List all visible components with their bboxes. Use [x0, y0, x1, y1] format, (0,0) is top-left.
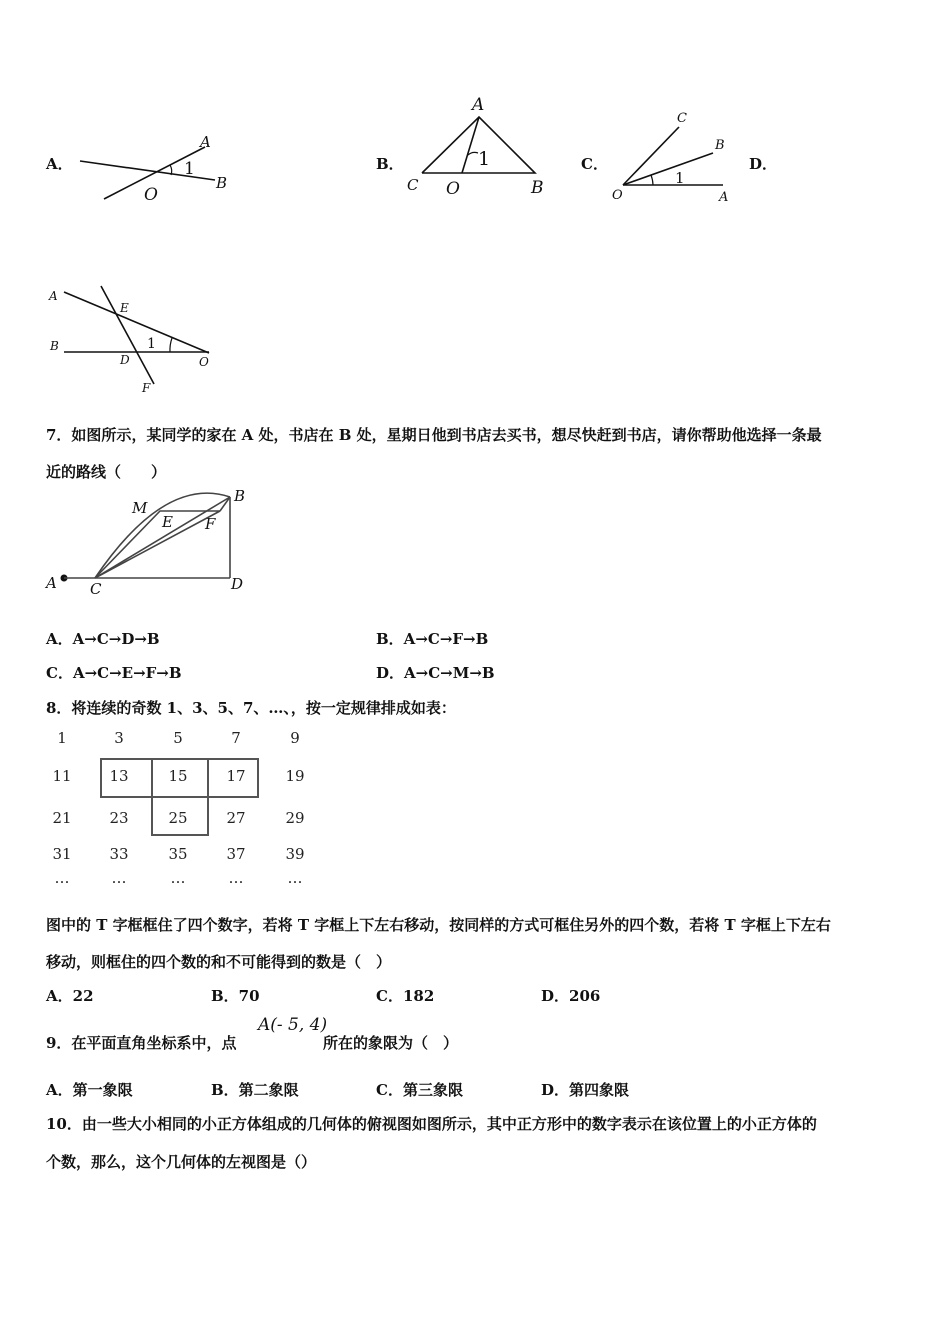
q7-stem-line1: 7．如图所示，某同学的家在 A 处，书店在 B 处，星期日他到书店去买书，想尽快赶到书店，请你帮助他选择一条最	[46, 426, 822, 444]
q9-option-d[interactable]: D．第四象限	[541, 1081, 630, 1099]
q8-stem-line3: 移动，则框住的四个数的和不可能得到的数是（ ）	[46, 953, 392, 971]
table-cell: 1	[57, 729, 67, 747]
q7-option-a[interactable]: A．A→C→D→B	[46, 630, 160, 648]
q6b-label-c: C	[407, 176, 419, 194]
q7-stem-line2: 近的路线（ ）	[46, 463, 167, 481]
q6d-label-d: D	[120, 353, 130, 367]
q8-option-d[interactable]: D．206	[541, 987, 601, 1005]
q6d-label-a: A	[49, 289, 58, 303]
q6b-label-angle: 1	[478, 148, 491, 170]
table-cell: 39	[285, 845, 305, 863]
q7-label-e: E	[162, 513, 173, 531]
table-cell: 25	[168, 809, 188, 827]
q9-point-formula: A(- 5, 4)	[258, 1015, 328, 1035]
table-cell: …	[287, 869, 303, 887]
table-cell: 3	[114, 729, 124, 747]
q6b-label-o: O	[446, 179, 460, 199]
q9-option-c[interactable]: C．第三象限	[376, 1081, 463, 1099]
q7-label-m: M	[132, 499, 148, 517]
t-frame-cell	[151, 796, 209, 836]
q6d-label-angle: 1	[147, 336, 156, 352]
q7-label-d: D	[231, 575, 244, 593]
q10-stem-line1: 10．由一些大小相同的小正方体组成的几何体的俯视图如图所示，其中正方形中的数字表示在该位置上的小正方体的	[46, 1115, 817, 1133]
q7-option-d[interactable]: D．A→C→M→B	[376, 664, 495, 682]
q6c-label-c: C	[677, 111, 687, 126]
q8-stem-line2: 图中的 T 字框框住了四个数字，若将 T 字框上下左右移动，按同样的方式可框住另外的四个数，若将 T 字框上下左右	[46, 916, 831, 934]
q8-option-a[interactable]: A．22	[46, 987, 94, 1005]
t-frame-cell	[151, 758, 209, 798]
q6c-label-b: B	[715, 138, 725, 153]
table-cell: 13	[109, 767, 129, 785]
q6d-label-e: E	[120, 301, 129, 315]
table-cell: …	[111, 869, 127, 887]
t-frame-cell	[100, 758, 153, 798]
q7-option-b[interactable]: B．A→C→F→B	[376, 630, 489, 648]
q6d-label-f: F	[142, 381, 151, 395]
q8-stem-line1: 8．将连续的奇数 1、3、5、7、…、，按一定规律排成如表：	[46, 699, 456, 717]
q7-option-c[interactable]: C．A→C→E→F→B	[46, 664, 182, 682]
q6a-label-angle: 1	[184, 159, 195, 179]
table-cell: …	[170, 869, 186, 887]
q6-option-d-figure	[44, 282, 224, 397]
q6c-label-o: O	[612, 188, 623, 203]
table-cell: 7	[231, 729, 241, 747]
t-frame-cell	[207, 758, 259, 798]
table-cell: 37	[226, 845, 246, 863]
q6a-label-a: A	[200, 133, 211, 151]
q6b-label-a: A	[472, 95, 485, 115]
q6b-label-b: B	[531, 178, 544, 198]
q6c-label-a: A	[719, 190, 729, 205]
table-cell: 15	[168, 767, 188, 785]
q6c-label-angle: 1	[675, 169, 685, 187]
q6-option-c-figure	[605, 105, 745, 215]
q7-label-c: C	[90, 580, 102, 598]
table-cell: …	[54, 869, 70, 887]
q8-option-c[interactable]: C．182	[376, 987, 435, 1005]
q9-stem-suffix: 所在的象限为（ ）	[323, 1034, 459, 1052]
table-cell: 35	[168, 845, 188, 863]
table-cell: 27	[226, 809, 246, 827]
q6d-label-b: B	[50, 339, 59, 353]
q9-option-b[interactable]: B．第二象限	[211, 1081, 299, 1099]
table-cell: 11	[52, 767, 72, 785]
q6-option-c-letter: C．	[581, 155, 608, 173]
q7-route-figure	[40, 485, 260, 600]
table-cell: 33	[109, 845, 129, 863]
table-cell: 9	[290, 729, 300, 747]
q6-option-d-letter: D．	[749, 155, 778, 173]
q9-stem-prefix: 9．在平面直角坐标系中，点	[46, 1034, 237, 1052]
q10-stem-line2: 个数，那么，这个几何体的左视图是（）	[46, 1153, 317, 1171]
table-cell: 17	[226, 767, 246, 785]
q8-option-b[interactable]: B．70	[211, 987, 260, 1005]
table-cell: 23	[109, 809, 129, 827]
q6-option-b-figure	[402, 95, 562, 205]
q6d-label-o: O	[199, 355, 209, 369]
q6-option-a-letter: A．	[46, 155, 73, 173]
table-cell: 19	[285, 767, 305, 785]
q6-option-a-figure	[70, 125, 240, 215]
q7-label-f: F	[205, 515, 216, 533]
table-cell: 21	[52, 809, 72, 827]
q6a-label-b: B	[216, 174, 228, 192]
q7-label-a: A	[46, 574, 57, 592]
table-cell: 5	[173, 729, 183, 747]
q7-label-b: B	[234, 487, 246, 505]
table-cell: 29	[285, 809, 305, 827]
q6-option-b-letter: B．	[376, 155, 404, 173]
q6a-label-o: O	[144, 185, 158, 205]
q9-option-a[interactable]: A．第一象限	[46, 1081, 133, 1099]
table-cell: 31	[52, 845, 72, 863]
table-cell: …	[228, 869, 244, 887]
